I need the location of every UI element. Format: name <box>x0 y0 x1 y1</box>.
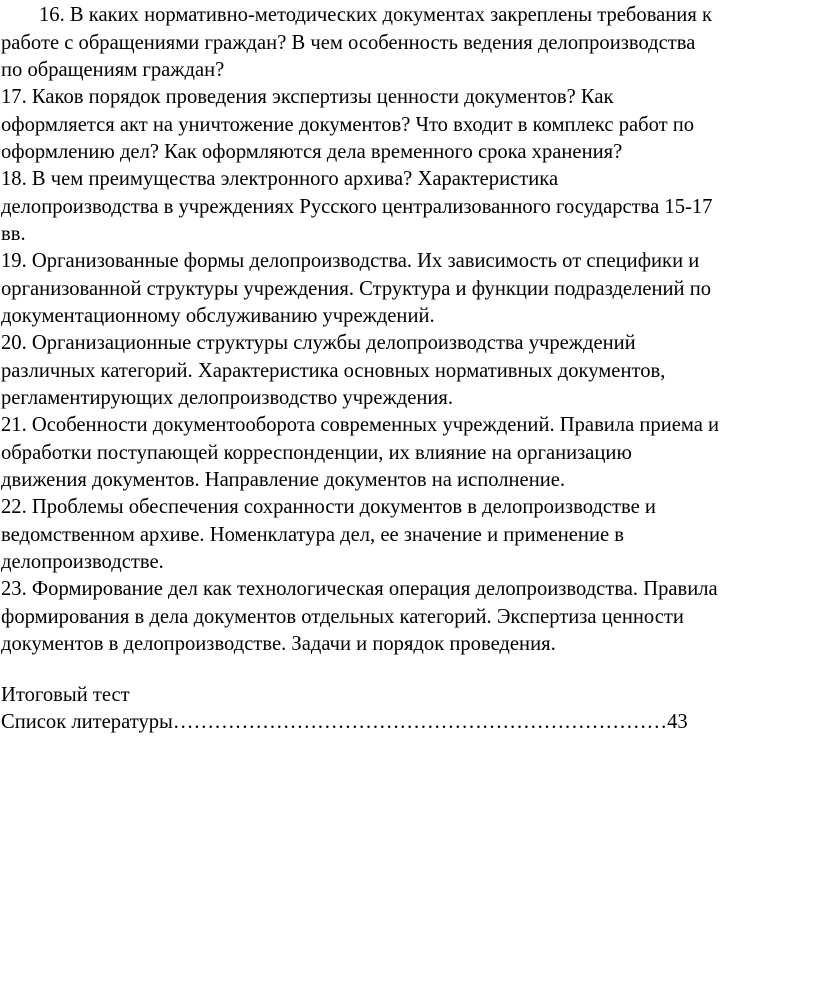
question-line: 19. Организованные формы делопроизводства. Их зависимость от специфики и <box>1 250 700 272</box>
question-line: делопроизводства в учреждениях Русского централизованного государства 15-17 <box>1 195 713 218</box>
question-line: по обращениям граждан? <box>1 59 225 81</box>
question-line: 18. В чем преимущества электронного архива? Характеристика <box>1 168 559 190</box>
question-19 <box>1 248 813 331</box>
question-line: документационному обслуживанию учреждений. <box>1 305 435 327</box>
toc-bibliography-label: Список литературы <box>1 711 173 733</box>
question-18 <box>1 166 813 249</box>
question-21 <box>1 412 813 495</box>
question-22 <box>1 494 813 577</box>
question-line: оформляется акт на уничтожение документов? Что входит в комплекс работ по <box>1 113 695 136</box>
toc-bibliography <box>1 709 688 737</box>
question-line: регламентирующих делопроизводство учреждения. <box>1 387 453 409</box>
question-line: формирования в дела документов отдельных категорий. Экспертиза ценности <box>1 605 684 628</box>
question-line: обработки поступающей корреспонденции, их влияние на организацию <box>1 441 632 464</box>
question-16 <box>1 2 813 85</box>
question-line: документов в делопроизводстве. Задачи и порядок проведения. <box>1 633 556 655</box>
question-line: организованной структуры учреждения. Структура и функции подразделений по <box>1 277 712 300</box>
question-line: 22. Проблемы обеспечения сохранности документов в делопроизводстве и <box>1 496 656 518</box>
question-line: 16. В каких нормативно-методических документах закреплены требования к <box>39 4 712 26</box>
question-line: оформлению дел? Как оформляются дела временного срока хранения? <box>1 141 623 163</box>
question-line: 21. Особенности документооборота современных учреждений. Правила приема и <box>1 414 720 436</box>
question-line: делопроизводстве. <box>1 551 164 573</box>
question-23 <box>1 576 813 659</box>
toc-final-test: Итоговый тест <box>1 684 130 706</box>
question-line: движения документов. Направление документов на исполнение. <box>1 469 566 491</box>
question-line: ведомственном архиве. Номенклатура дел, ее значение и применение в <box>1 523 624 546</box>
toc-page-number: 43 <box>667 711 688 733</box>
question-line: различных категорий. Характеристика основных нормативных документов, <box>1 359 666 382</box>
question-line: 20. Организационные структуры службы делопроизводства учреждений <box>1 332 636 354</box>
question-line: работе с обращениями граждан? В чем особенность ведения делопроизводства <box>1 31 696 54</box>
question-line: 17. Каков порядок проведения экспертизы ценности документов? Как <box>1 86 614 108</box>
toc-leader-dots: ……………………………………………………………… <box>172 711 668 733</box>
question-line: вв. <box>1 223 26 245</box>
question-17 <box>1 84 813 167</box>
question-20 <box>1 330 813 413</box>
question-line: 23. Формирование дел как технологическая операция делопроизводства. Правила <box>1 578 718 600</box>
